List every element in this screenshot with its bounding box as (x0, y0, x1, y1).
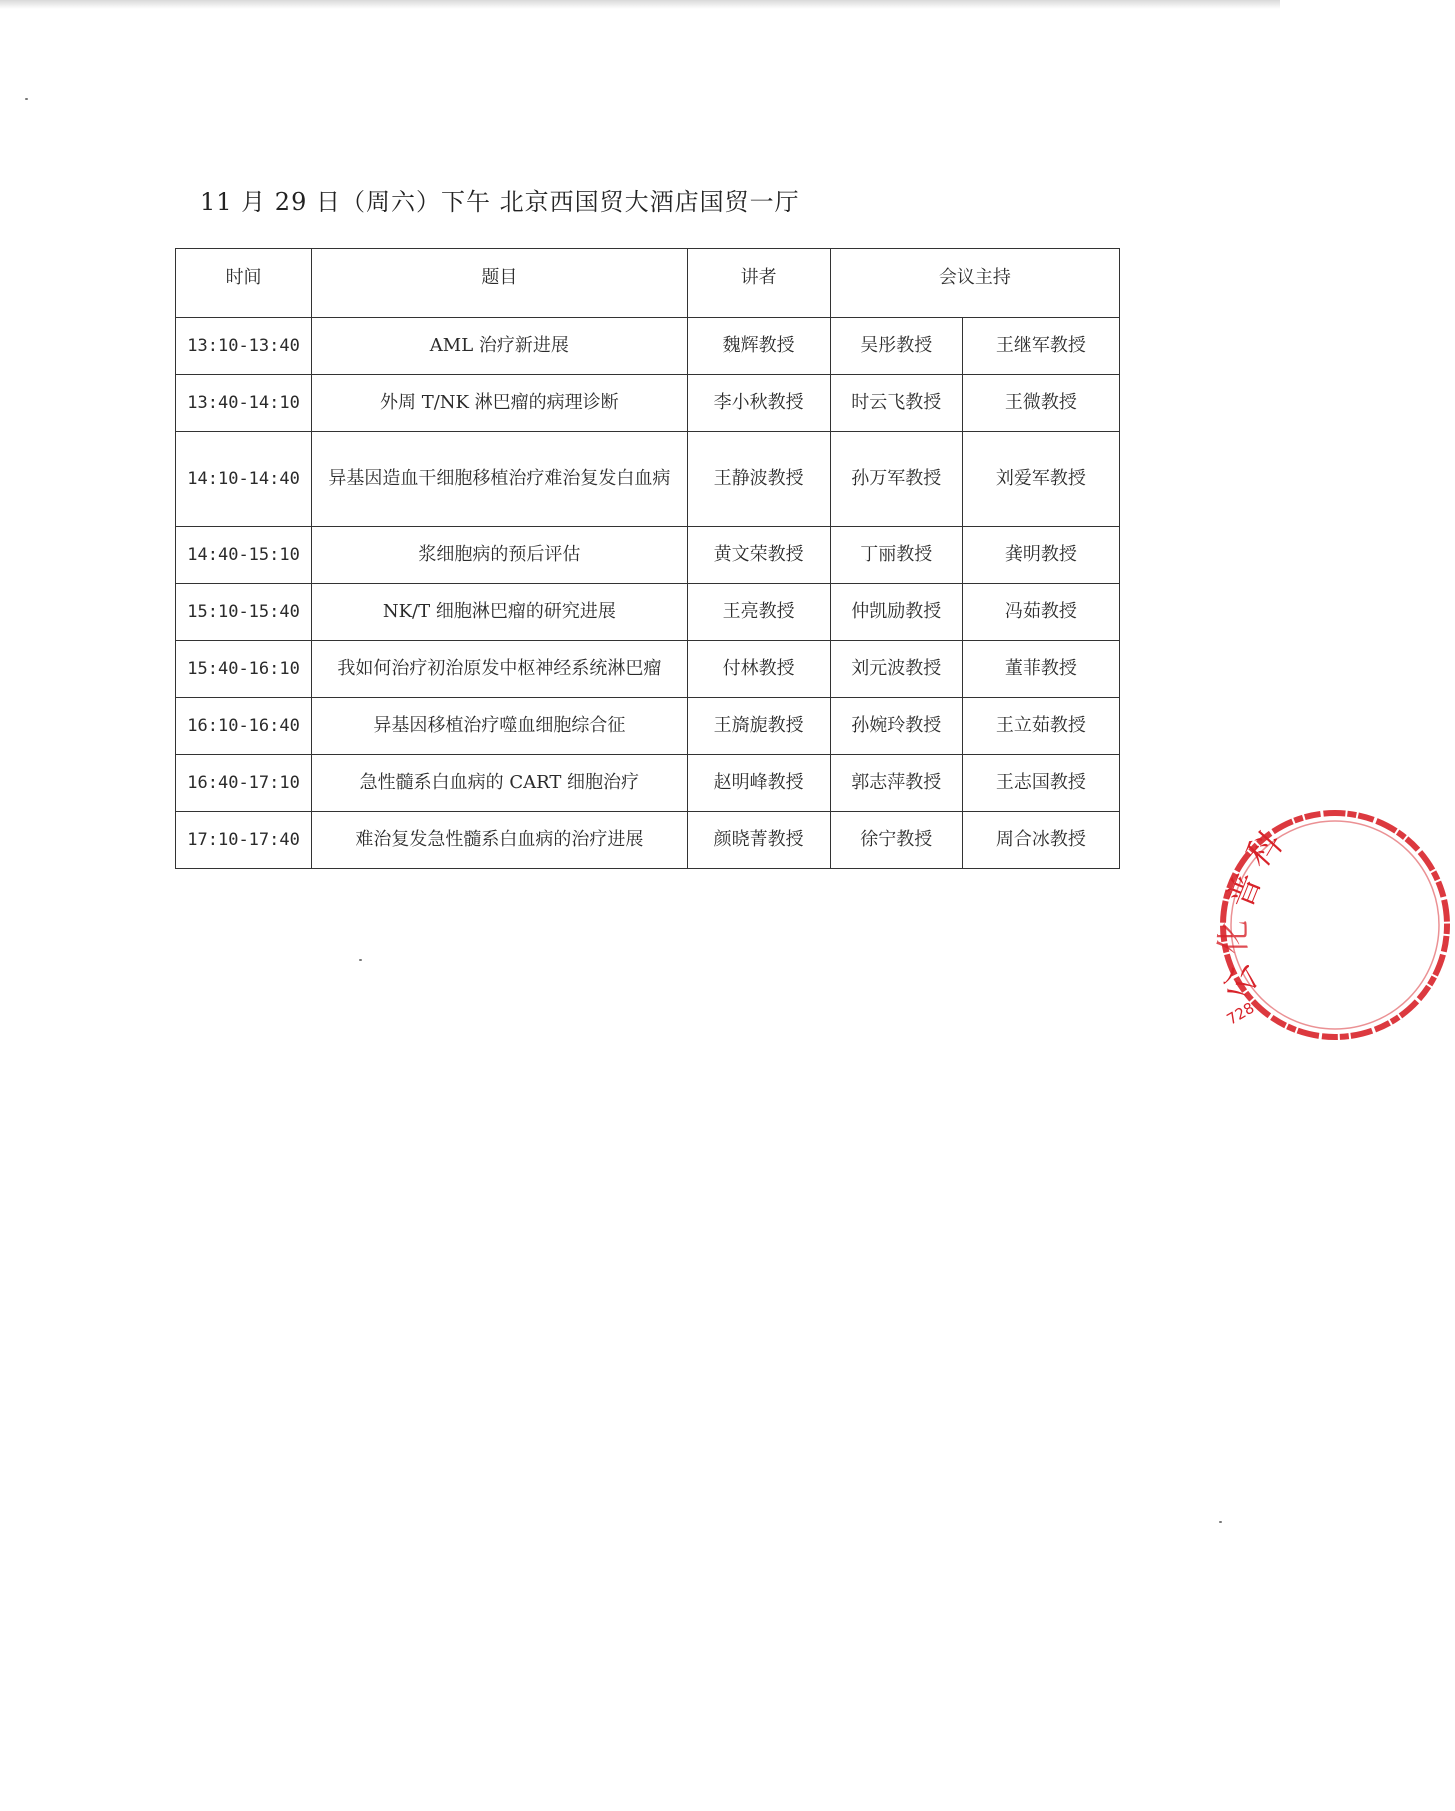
table-row (176, 698, 1120, 755)
cell-topic: 浆细胞病的预后评估 (312, 527, 687, 584)
cell-host: 丁丽教授 (830, 527, 962, 584)
cell-host: 刘元波教授 (830, 641, 962, 698)
cell-time: 16:40-17:10 (176, 755, 312, 812)
cell-speaker: 魏辉教授 (687, 318, 830, 375)
cell-host: 冯茹教授 (962, 584, 1119, 641)
cell-topic: AML 治疗新进展 (312, 318, 687, 375)
table-header-row (176, 249, 1120, 318)
scan-edge-shadow (0, 0, 1280, 9)
cell-topic: NK/T 细胞淋巴瘤的研究进展 (312, 584, 687, 641)
seal-char: 化 (1214, 920, 1254, 954)
seal-number: 728 (1223, 998, 1258, 1029)
cell-host: 徐宁教授 (830, 812, 962, 869)
cell-host: 周合冰教授 (962, 812, 1119, 869)
cell-topic: 难治复发急性髓系白血病的治疗进展 (312, 812, 687, 869)
table-row (176, 527, 1120, 584)
header-speaker: 讲者 (687, 249, 830, 318)
cell-speaker: 王旖旎教授 (687, 698, 830, 755)
cell-time: 13:10-13:40 (176, 318, 312, 375)
cell-topic: 异基因移植治疗噬血细胞综合征 (312, 698, 687, 755)
cell-speaker: 付林教授 (687, 641, 830, 698)
cell-host: 孙婉玲教授 (830, 698, 962, 755)
cell-speaker: 王静波教授 (687, 432, 830, 527)
cell-topic: 我如何治疗初治原发中枢神经系统淋巴瘤 (312, 641, 687, 698)
seal-char: 科 (1238, 823, 1292, 876)
cell-speaker: 颜晓菁教授 (687, 812, 830, 869)
table-row (176, 584, 1120, 641)
cell-host: 王立茹教授 (962, 698, 1119, 755)
cell-time: 14:10-14:40 (176, 432, 312, 527)
table-row (176, 755, 1120, 812)
cell-time: 13:40-14:10 (176, 375, 312, 432)
cell-host: 王志国教授 (962, 755, 1119, 812)
cell-speaker: 赵明峰教授 (687, 755, 830, 812)
page-title: 11 月 29 日（周六）下午 北京西国贸大酒店国贸一厅 (200, 188, 800, 216)
cell-time: 17:10-17:40 (176, 812, 312, 869)
header-time: 时间 (176, 249, 312, 318)
seal-char: 普 (1219, 867, 1270, 915)
scan-speck (25, 98, 28, 100)
cell-host: 王继军教授 (962, 318, 1119, 375)
cell-time: 14:40-15:10 (176, 527, 312, 584)
cell-time: 16:10-16:40 (176, 698, 312, 755)
cell-host: 刘爱军教授 (962, 432, 1119, 527)
header-topic: 题目 (312, 249, 687, 318)
schedule-table (175, 248, 1120, 869)
cell-host: 龚明教授 (962, 527, 1119, 584)
scan-speck (1219, 1521, 1222, 1523)
cell-speaker: 李小秋教授 (687, 375, 830, 432)
cell-time: 15:40-16:10 (176, 641, 312, 698)
cell-speaker: 黄文荣教授 (687, 527, 830, 584)
table-row (176, 375, 1120, 432)
header-host: 会议主持 (830, 249, 1119, 318)
table-row (176, 318, 1120, 375)
cell-host: 吴彤教授 (830, 318, 962, 375)
table-row (176, 432, 1120, 527)
cell-time: 15:10-15:40 (176, 584, 312, 641)
cell-host: 王微教授 (962, 375, 1119, 432)
cell-host: 董菲教授 (962, 641, 1119, 698)
cell-topic: 急性髓系白血病的 CART 细胞治疗 (312, 755, 687, 812)
cell-topic: 外周 T/NK 淋巴瘤的病理诊断 (312, 375, 687, 432)
table-row (176, 812, 1120, 869)
cell-host: 仲凯励教授 (830, 584, 962, 641)
seal-char: 公 (1215, 957, 1266, 1005)
red-seal-stamp (1215, 805, 1455, 1045)
cell-topic: 异基因造血干细胞移植治疗难治复发白血病 (312, 432, 687, 527)
table-row (176, 641, 1120, 698)
scan-speck (359, 959, 362, 961)
cell-speaker: 王亮教授 (687, 584, 830, 641)
cell-host: 郭志萍教授 (830, 755, 962, 812)
cell-host: 孙万军教授 (830, 432, 962, 527)
cell-host: 时云飞教授 (830, 375, 962, 432)
